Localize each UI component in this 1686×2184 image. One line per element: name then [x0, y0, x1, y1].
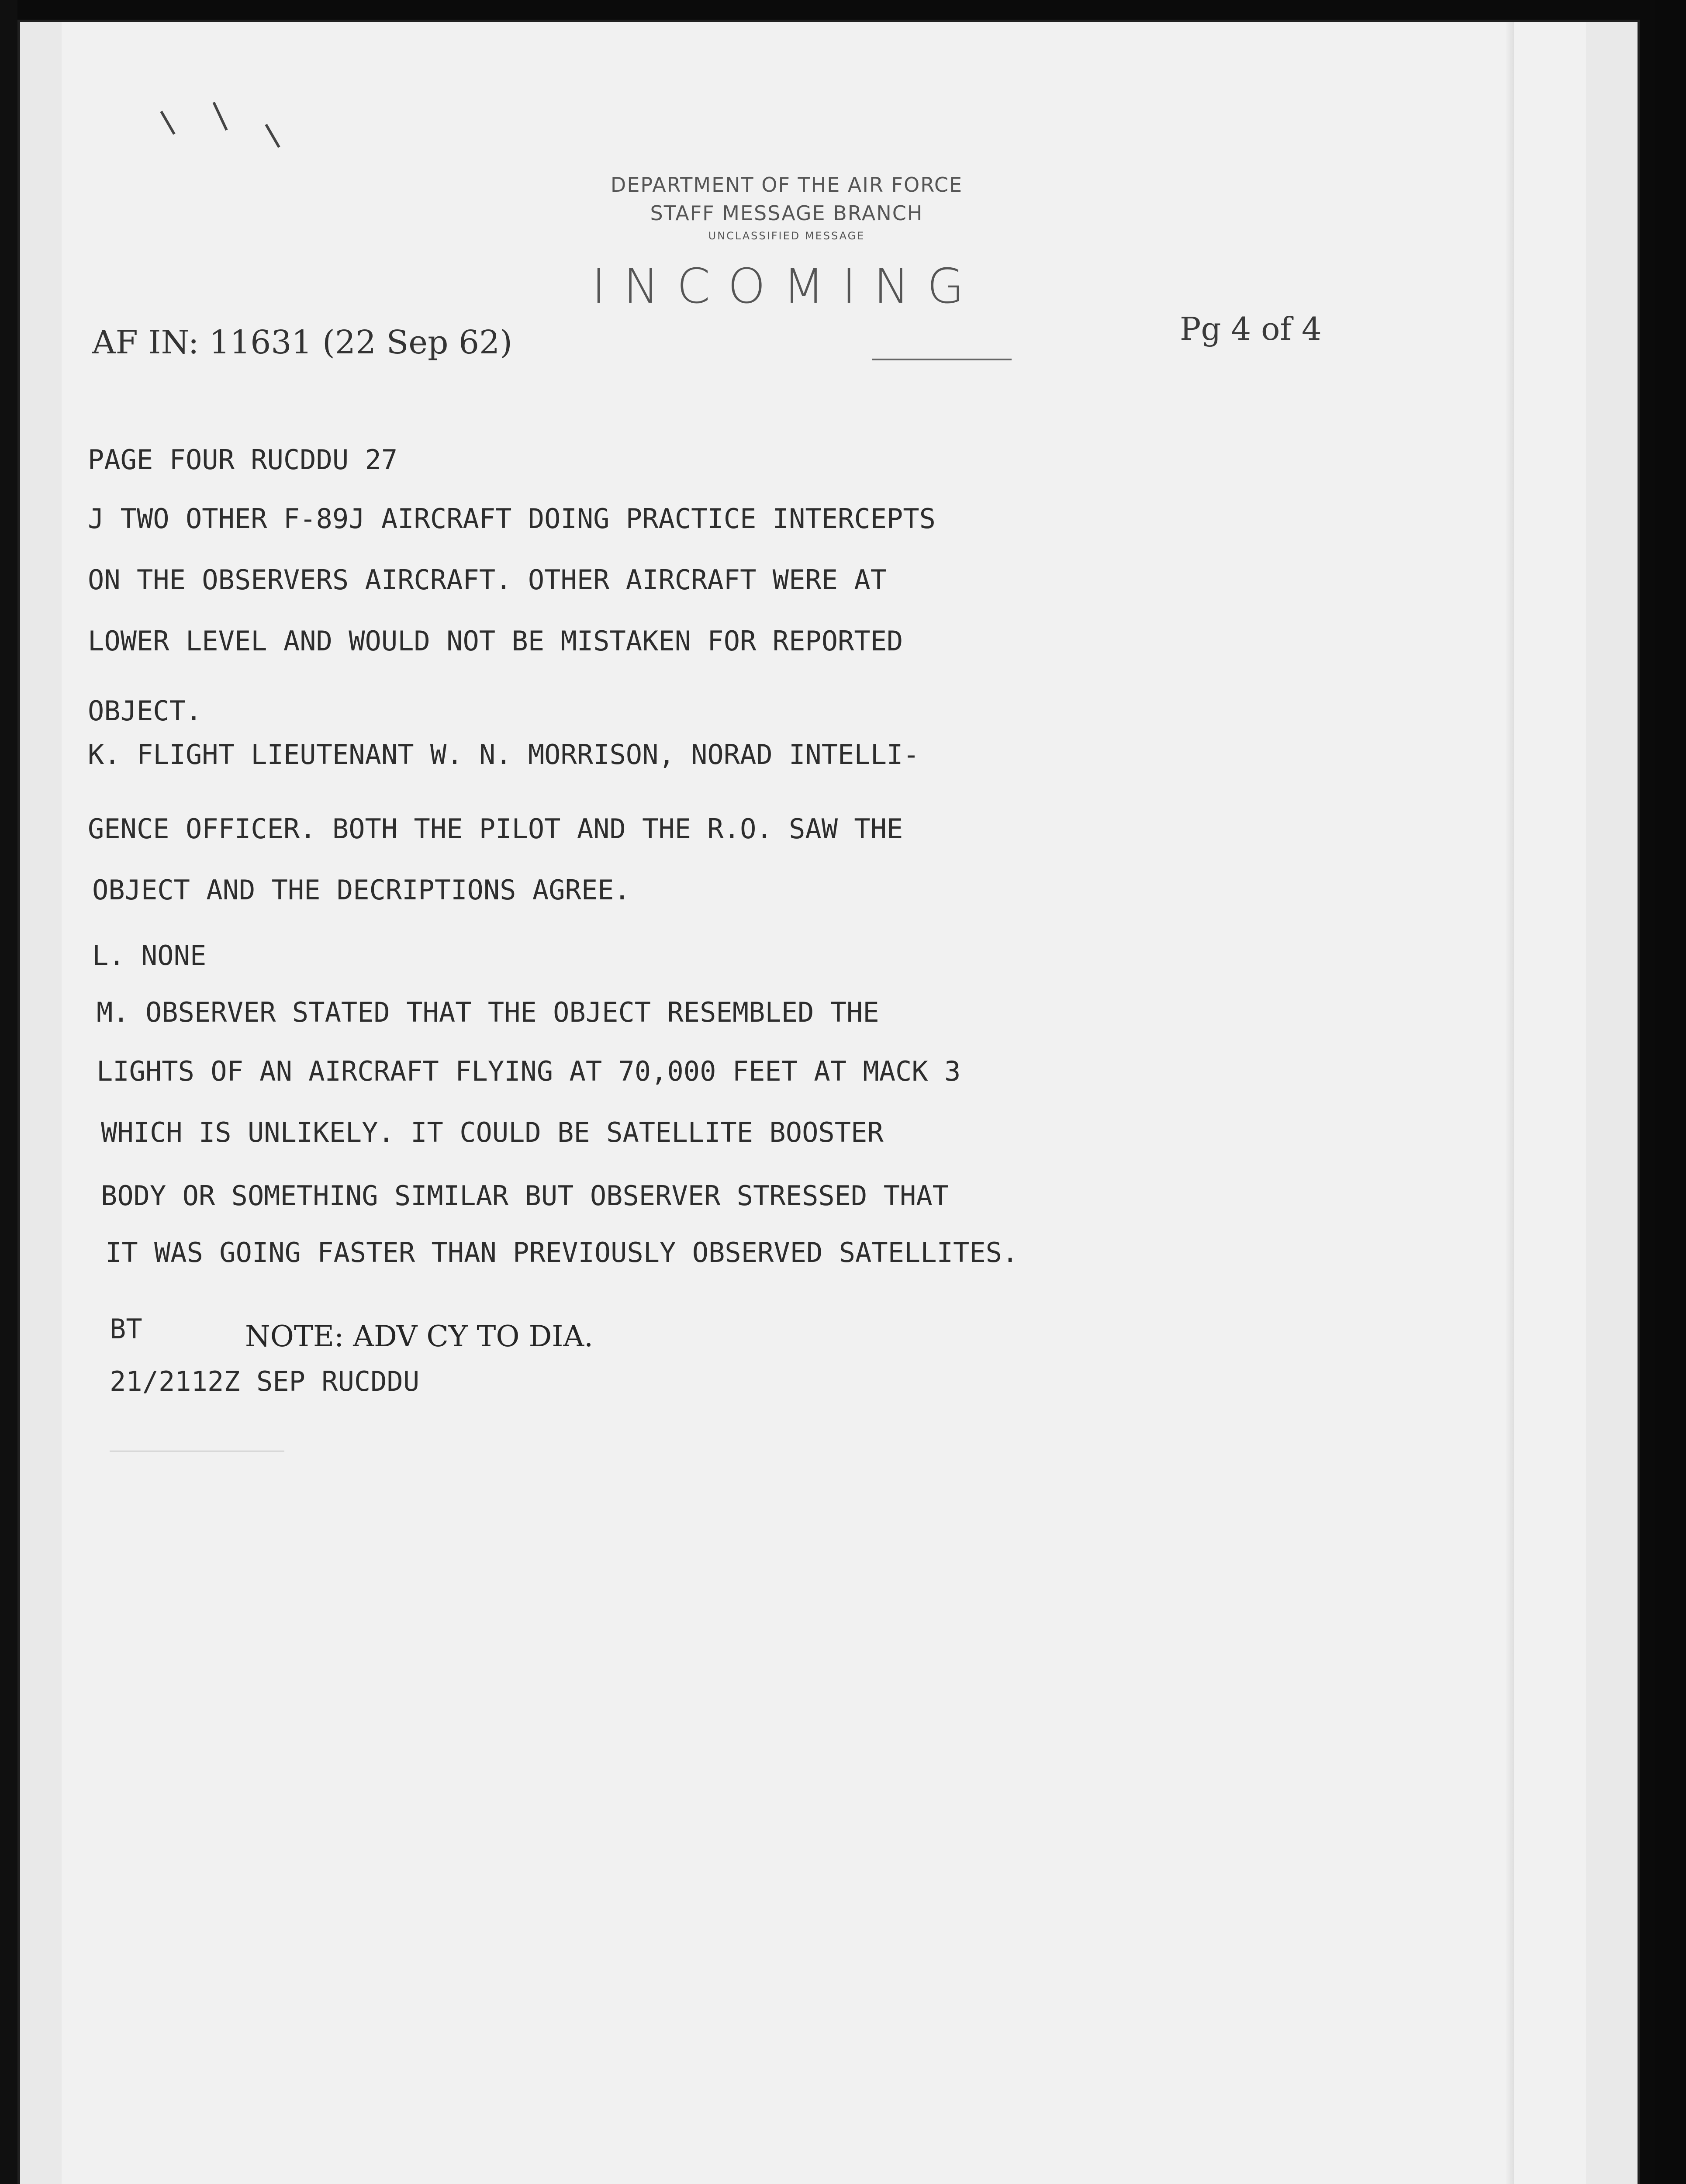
body-line: K. FLIGHT LIEUTENANT W. N. MORRISON, NORAD INTELLI- — [88, 739, 919, 771]
body-line: WHICH IS UNLIKELY. IT COULD BE SATELLITE BOOSTER — [101, 1116, 884, 1148]
body-line: GENCE OFFICER. BOTH THE PILOT AND THE R.O. SAW THE — [88, 813, 903, 845]
body-line: OBJECT. — [88, 695, 202, 727]
incoming-stamp: INCOMING — [591, 258, 982, 314]
scan-border-left — [0, 0, 17, 2184]
stray-mark — [160, 111, 175, 135]
stray-mark — [265, 124, 280, 148]
document-frame — [17, 20, 1640, 2184]
body-line: BODY OR SOMETHING SIMILAR BUT OBSERVER STRESSED THAT — [101, 1180, 949, 1212]
page-count: Pg 4 of 4 — [1180, 311, 1322, 347]
body-line: LOWER LEVEL AND WOULD NOT BE MISTAKEN FOR REPORTED — [88, 625, 903, 657]
body-line: J TWO OTHER F-89J AIRCRAFT DOING PRACTICE INTERCEPTS — [88, 503, 936, 535]
department-heading: DEPARTMENT OF THE AIR FORCE — [610, 173, 963, 197]
body-line: ON THE OBSERVERS AIRCRAFT. OTHER AIRCRAFT WERE AT — [88, 564, 887, 596]
scan-border-right — [1655, 0, 1686, 2184]
sheet-fold-shadow — [1505, 22, 1514, 2184]
body-line: PAGE FOUR RUCDDU 27 — [88, 444, 398, 476]
body-line: M. OBSERVER STATED THAT THE OBJECT RESEMBLED THE — [97, 996, 879, 1028]
body-line: IT WAS GOING FASTER THAN PREVIOUSLY OBSERVED SATELLITES. — [105, 1237, 1019, 1268]
break-marker: BT — [110, 1313, 142, 1345]
routing-note: NOTE: ADV CY TO DIA. — [245, 1320, 594, 1353]
body-line: L. NONE — [92, 940, 207, 971]
branch-heading: STAFF MESSAGE BRANCH — [650, 201, 923, 225]
body-line: OBJECT AND THE DECRIPTIONS AGREE. — [92, 874, 630, 906]
message-sheet — [62, 22, 1586, 2184]
af-in-number: AF IN: 11631 (22 Sep 62) — [92, 324, 512, 361]
header-rule — [872, 359, 1012, 360]
stray-mark — [212, 102, 228, 131]
date-time-group: 21/2112Z SEP RUCDDU — [110, 1365, 420, 1397]
classification-label: UNCLASSIFIED MESSAGE — [708, 230, 865, 242]
body-line: LIGHTS OF AN AIRCRAFT FLYING AT 70,000 FEET AT MACK 3 — [97, 1055, 961, 1087]
